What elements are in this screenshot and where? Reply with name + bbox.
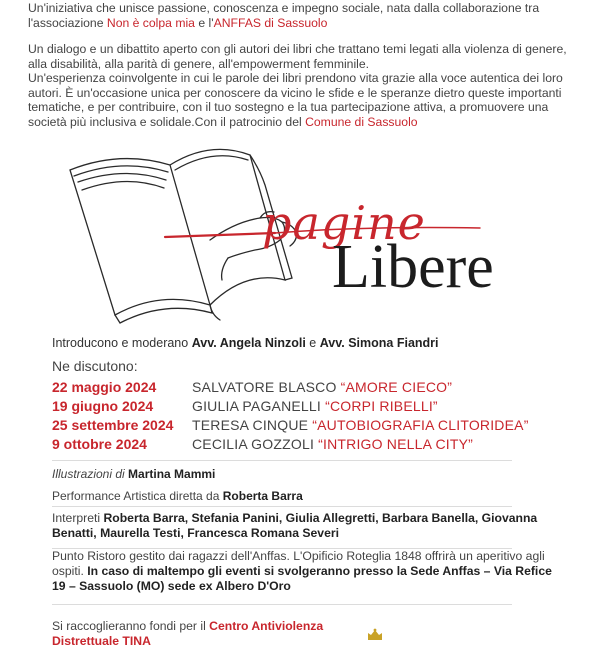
patrocinio-label: Con il patrocinio del	[194, 114, 306, 129]
intro-text-2: Un dialogo e un dibattito aperto con gli autori dei libri che trattano temi legati alla violenza di genere, alla disabilità, alla parità di genere, all'empowerment femminile.	[28, 42, 567, 71]
intro-text-3: Un'esperienza coinvolgente in cui le parole dei libri prendono vita grazie alla voce autentica dei loro autori. È un'occasione unica per conoscere da vicino le sfide e le speranze dietro queste importanti tematiche, e per contribuire, con il tuo sostegno e la tua partecipazione attiva, a promuovere una società più inclusiva e solidale.	[28, 71, 563, 129]
event-date: 19 giugno 2024	[52, 397, 154, 414]
divider	[52, 506, 512, 507]
events-list	[52, 377, 572, 454]
intro-text: Un'iniziativa che unisce passione, conoscenza e impegno sociale, nata dalla collaborazione tra l'associazione	[28, 1, 540, 30]
refreshment-text: Punto Ristoro gestito dai ragazzi dell'Anffas. L'Opificio Roteglia 1848 offrirà un aperitivo agli ospiti.	[52, 549, 545, 578]
performers-label: Interpreti	[52, 511, 104, 525]
logo-pagine: pagine	[262, 196, 426, 250]
event-title	[192, 436, 473, 452]
performance-credit	[52, 489, 303, 503]
performance-label: Performance Artistica diretta da	[52, 489, 223, 503]
illustrator-name: Martina Mammi	[128, 467, 216, 481]
event-title	[192, 379, 452, 395]
fundraising-text: Si raccoglieranno fondi per il	[52, 619, 210, 633]
performers-names: Roberta Barra, Stefania Panini, Giulia Allegretti, Barbara Banella, Giovanna Benatti, Maurella Testi, Francesca Romana Severi	[52, 511, 538, 540]
performers-credit	[52, 511, 552, 540]
event-author: CECILIA GOZZOLI	[192, 436, 319, 453]
event-row	[52, 377, 572, 396]
moderator-2: Avv. Simona Fiandri	[319, 336, 439, 350]
discuss-title: Ne discutono:	[52, 358, 138, 374]
antiviolence-center: Centro Antiviolenza Distrettuale TINA	[52, 619, 324, 648]
moderators-and: e	[305, 336, 320, 350]
fundraising-note	[52, 619, 352, 648]
event-date: 22 maggio 2024	[52, 378, 157, 395]
event-author: TERESA CINQUE	[192, 416, 313, 433]
refreshment-info	[52, 549, 552, 593]
moderators-label: Introducono e moderano	[52, 336, 192, 350]
divider	[52, 460, 512, 461]
divider	[52, 604, 512, 605]
logo-libere: Libere	[332, 233, 494, 301]
intro-paragraph-2	[28, 42, 576, 71]
bad-weather-notice: In caso di maltempo gli eventi si svolgeranno presso la Sede Anffas – Via Refice 19 – Sassuolo (MO) sede ex Albero D'Oro	[52, 563, 552, 593]
intro-text-mid: e l'	[194, 15, 214, 30]
intro-paragraph-1	[28, 1, 576, 30]
comune-sassuolo: Comune di Sassuolo	[305, 114, 418, 129]
event-date: 25 settembre 2024	[52, 416, 174, 433]
event-date: 9 ottobre 2024	[52, 436, 147, 453]
org-non-e-colpa-mia: Non è colpa mia	[106, 15, 195, 30]
moderators-line	[52, 336, 439, 350]
event-row	[52, 415, 572, 434]
event-title	[192, 417, 529, 433]
intro-paragraph-3	[28, 71, 576, 129]
illustrations-label: Illustrazioni di	[52, 467, 129, 481]
event-row	[52, 435, 572, 454]
event-author: SALVATORE BLASCO	[192, 378, 341, 395]
moderator-1: Avv. Angela Ninzoli	[191, 336, 306, 350]
org-anffas: ANFFAS di Sassuolo	[213, 15, 328, 30]
event-book: “CORPI RIBELLI”	[325, 397, 438, 414]
event-author: GIULIA PAGANELLI	[192, 397, 326, 414]
crest-icon	[366, 628, 384, 640]
event-book: “INTRIGO NELLA CITY”	[318, 436, 474, 453]
director-name: Roberta Barra	[222, 489, 303, 503]
event-title	[192, 398, 438, 414]
event-book: “AUTOBIOGRAFIA CLITORIDEA”	[312, 416, 529, 433]
event-book: “AMORE CIECO”	[340, 378, 453, 395]
illustrations-credit	[52, 467, 215, 481]
event-row	[52, 396, 572, 415]
